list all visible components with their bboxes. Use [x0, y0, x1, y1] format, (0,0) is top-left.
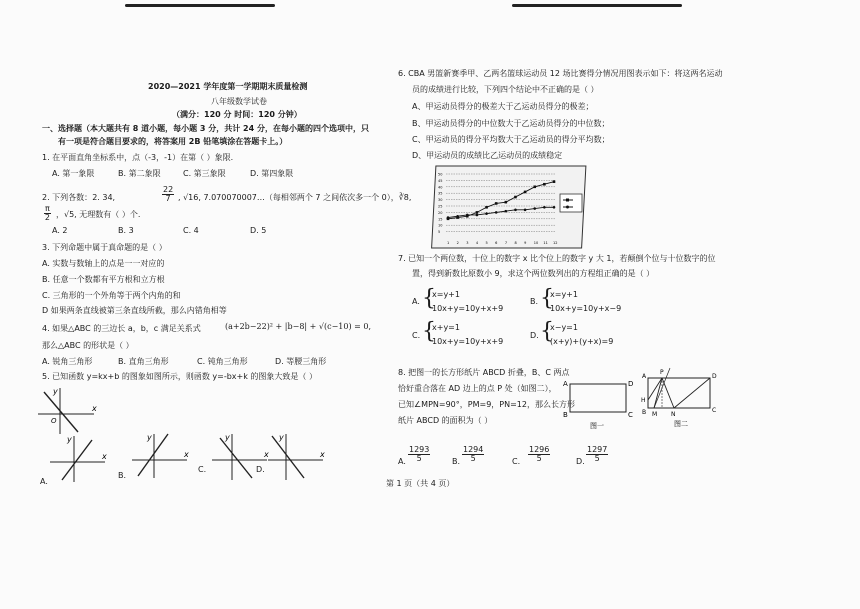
q7-option-b-label: B.: [530, 297, 539, 306]
q5-option-b-label: B.: [118, 471, 127, 480]
axis-x-label: x: [320, 450, 325, 459]
axis-x-label: x: [102, 452, 107, 461]
y-tick-label: 35: [438, 191, 443, 196]
x-tick-label: 4: [475, 241, 479, 245]
q2-option-b: B. 3: [118, 226, 134, 235]
series-2-point: [485, 212, 488, 215]
q2-pi-fraction: $\frac{\pi}{2}$: [44, 204, 50, 223]
q1-option-c: C. 第三象限: [183, 169, 226, 178]
q2-stem-line2: ，√5, 无理数有（ ）个.: [56, 210, 141, 219]
q2-repeating-decimal: 2. 34: [92, 193, 113, 202]
axis-y-label: y: [67, 435, 72, 444]
axis-y-label: y: [225, 433, 230, 442]
q8-option-d-fraction: $\frac{1297}{5}$: [587, 445, 608, 464]
scan-mark: [512, 4, 682, 7]
x-tick-label: 7: [504, 241, 508, 245]
scan-mark: [125, 4, 275, 7]
brace: {: [540, 286, 554, 311]
origin-label: O: [51, 417, 57, 425]
y-tick-label: 20: [438, 210, 443, 215]
q7-option-c-eq1: x+y=1: [432, 323, 460, 332]
q5-option-d-label: D.: [256, 465, 265, 474]
y-tick-label: 25: [438, 204, 443, 209]
brace: {: [540, 319, 554, 344]
q7-option-b-eq1: x=y+1: [550, 290, 578, 299]
axis-y-label: y: [53, 387, 58, 396]
q2-fraction: $\frac{22}{7}$: [163, 185, 174, 204]
vertex-b-label: B: [563, 411, 568, 419]
x-tick-label: 1: [447, 241, 450, 245]
q8-option-b-label: B.: [452, 457, 461, 466]
brace: {: [422, 286, 436, 311]
chart-legend: [560, 194, 582, 212]
legend-series-2-marker: [566, 206, 569, 209]
q3-stem: 3. 下列命题中属于真命题的是（ ）: [42, 243, 167, 252]
vertex-c-label: C: [712, 407, 717, 414]
q4-option-a: A. 锐角三角形: [42, 357, 93, 366]
x-tick-label: 5: [485, 241, 488, 245]
vertex-a-label: A: [563, 380, 568, 388]
q6-option-b: B、甲运动员得分的中位数大于乙运动员得分的中位数；: [412, 119, 610, 128]
axis-x-label: x: [92, 404, 97, 413]
q8-figure-one: [560, 372, 640, 432]
section-heading: 一、选择题（本大题共有 8 道小题，每小题 3 分，共计 24 分，在每小题的四个选项中，只: [42, 124, 369, 133]
q7-option-a-eq2: 10x+y=10y+x+9: [432, 304, 504, 313]
x-tick-label: 12: [553, 241, 558, 245]
q8-stem: 8. 把图一的长方形纸片 ABCD 折叠，B、C 两点: [398, 368, 570, 377]
series-2-point: [514, 209, 517, 212]
q7-stem-line2: 置，得到新数比原数小 9，求这个两位数列出的方程组正确的是（ ）: [412, 269, 655, 278]
q8-option-a-label: A.: [398, 457, 406, 466]
q8-option-c-label: C.: [512, 457, 521, 466]
q7-option-d-label: D.: [530, 331, 539, 340]
x-tick-label: 10: [533, 241, 539, 245]
y-tick-label: 15: [438, 217, 443, 222]
exam-title: 2020—2021 学年度第一学期期末质量检测: [148, 82, 308, 91]
q7-option-a-eq1: x=y+1: [432, 290, 460, 299]
series-1-point: [505, 201, 508, 204]
q7-option-c-label: C.: [412, 331, 421, 340]
exam-subtitle: 八年级数学试卷: [211, 97, 267, 106]
vertex-p-label: P: [660, 369, 664, 376]
q2-stem: 2. 下列各数：2. 34,: [42, 193, 116, 202]
y-tick-label: 45: [438, 178, 443, 183]
series-1-point: [533, 186, 536, 189]
q1-stem: 1. 在平面直角坐标系中，点（-3，-1）在第（ ）象限.: [42, 153, 234, 162]
series-2-point: [524, 209, 527, 212]
q2-stem-c: , √16, 7.070070007…（每相邻两个 7 之间依次多一个 0），∛8,: [178, 193, 412, 202]
figure-two-caption: 图二: [674, 420, 688, 428]
series-1-point: [485, 206, 488, 209]
q4-expression: (a+2b−22)² + |b−8| + √(c−10) = 0,: [225, 322, 372, 331]
q7-option-c-eq2: 10x+y=10y+x+9: [432, 337, 504, 346]
x-tick-label: 2: [456, 241, 459, 245]
page-footer: 第 1 页（共 4 页）: [386, 479, 455, 488]
vertex-d-label: D: [628, 380, 634, 388]
vertex-b-label: B: [642, 409, 647, 416]
q5-option-c-graph: [212, 432, 272, 482]
x-tick-label: 11: [543, 241, 548, 245]
vertex-h-label: H: [641, 397, 646, 404]
vertex-d-label: D: [712, 373, 717, 380]
q8-option-d-label: D.: [576, 457, 585, 466]
q8-stem-line4: 纸片 ABCD 的面积为（ ）: [398, 416, 493, 425]
series-2-point: [466, 214, 469, 217]
q7-option-d-eq1: x−y=1: [550, 323, 578, 332]
q3-option-b: B. 任意一个数都有平方根和立方根: [42, 275, 165, 284]
q3-option-d: D 如果两条直线被第三条直线所截，那么内错角相等: [42, 306, 227, 315]
q4-stem: 4. 如果△ABC 的三边长 a，b，c 满足关系式: [42, 324, 201, 333]
q6-stem-line2: 员的成绩进行比较，下列四个结论中不正确的是（ ）: [412, 85, 599, 94]
q6-option-c: C、甲运动员的得分平均数大于乙运动员的得分平均数；: [412, 135, 610, 144]
q1-option-a: A. 第一象限: [52, 169, 95, 178]
series-1-point: [476, 211, 479, 214]
x-tick-label: 8: [514, 241, 517, 245]
q8-option-b-fraction: $\frac{1294}{5}$: [463, 445, 484, 464]
x-tick-label: 9: [524, 241, 527, 245]
q8-stem-line3: 已知∠MPN=90°，PM=9，PN=12，那么长方形: [398, 400, 575, 409]
figure-one-caption: 图一: [590, 422, 604, 430]
series-1-point: [514, 196, 517, 199]
q5-option-d-graph: [268, 432, 328, 482]
q1-option-b: B. 第二象限: [118, 169, 161, 178]
q5-given-graph: [38, 386, 98, 436]
series-1-point: [524, 191, 527, 194]
series-2-point: [505, 210, 508, 213]
score-time-line: （满分：120 分 时间：120 分钟）: [172, 110, 302, 119]
series-2-point: [553, 206, 556, 209]
y-tick-label: 40: [438, 185, 443, 190]
vertex-c-label: C: [628, 411, 633, 419]
q2-stem-a: 2. 下列各数：: [42, 193, 93, 202]
q7-option-d-eq2: (x+y)+(y+x)=9: [550, 337, 614, 346]
series-1-point: [553, 180, 556, 183]
y-tick-label: 30: [438, 198, 443, 203]
q6-option-a: A、甲运动员得分的极差大于乙运动员得分的极差；: [412, 102, 594, 111]
brace: {: [422, 319, 436, 344]
q6-line-chart: [432, 164, 588, 250]
q8-option-a-fraction: $\frac{1293}{5}$: [409, 445, 430, 464]
series-1-point: [543, 183, 546, 186]
q8-figure-two: [640, 360, 720, 430]
q4-stem-b: 那么△ABC 的形状是（ ）: [42, 341, 134, 350]
q2-option-a: A. 2: [52, 226, 68, 235]
series-1-point: [495, 202, 498, 205]
y-tick-label: 50: [438, 172, 443, 177]
q8-stem-line2: 恰好重合落在 AD 边上的点 P 处（如图二），: [398, 384, 557, 393]
q3-option-a: A. 实数与数轴上的点是一一对应的: [42, 259, 165, 268]
q5-option-a-label: A.: [40, 477, 48, 486]
series-2-point: [533, 207, 536, 210]
q7-stem: 7. 已知一个两位数，十位上的数字 x 比个位上的数字 y 大 1，若颠倒个位与十位数字的位: [398, 254, 716, 263]
vertex-a-label: A: [642, 373, 647, 380]
axis-y-label: y: [147, 433, 152, 442]
series-2-point: [476, 214, 479, 217]
y-tick-label: 5: [438, 230, 441, 235]
axis-x-label: x: [264, 450, 269, 459]
y-tick-label: 10: [438, 223, 443, 228]
q7-option-a-label: A.: [412, 297, 420, 306]
q2-option-c: C. 4: [183, 226, 199, 235]
legend-series-1-marker: [566, 199, 569, 202]
section-heading-cont: 有一项是符合题目要求的，将答案用 2B 铅笔填涂在答题卡上。）: [58, 137, 288, 146]
q4-option-b: B. 直角三角形: [118, 357, 169, 366]
q8-option-c-fraction: $\frac{1296}{5}$: [529, 445, 550, 464]
vertex-n-label: N: [671, 411, 676, 418]
series-2-point: [543, 206, 546, 209]
axis-y-label: y: [279, 433, 284, 442]
x-tick-label: 3: [466, 241, 469, 245]
q5-option-a-graph: [50, 434, 110, 484]
q2-option-d: D. 5: [250, 226, 267, 235]
series-2-point: [447, 216, 450, 219]
axis-x-label: x: [184, 450, 189, 459]
rectangle-abcd: [570, 384, 626, 412]
q5-stem: 5. 已知函数 y=kx+b 的图象如图所示，则函数 y=-bx+k 的图象大致是（ ）: [42, 372, 317, 381]
q1-option-d: D. 第四象限: [250, 169, 294, 178]
q6-stem: 6. CBA 男篮新赛季甲、乙两名篮球运动员 12 场比赛得分情况用图表示如下：将这两名运动: [398, 69, 723, 78]
q5-option-c-label: C.: [198, 465, 207, 474]
series-2-point: [495, 211, 498, 214]
q5-option-b-graph: [132, 430, 192, 480]
q7-option-b-eq2: 10x+y=10y+x−9: [550, 304, 622, 313]
q4-option-c: C. 钝角三角形: [197, 357, 248, 366]
x-tick-label: 6: [495, 241, 498, 245]
q4-option-d: D. 等腰三角形: [275, 357, 327, 366]
q3-option-c: C. 三角形的一个外角等于两个内角的和: [42, 291, 181, 300]
vertex-m-label: M: [652, 411, 658, 418]
series-2-point: [456, 215, 459, 218]
q6-option-d: D、甲运动员的成绩比乙运动员的成绩稳定: [412, 151, 563, 160]
